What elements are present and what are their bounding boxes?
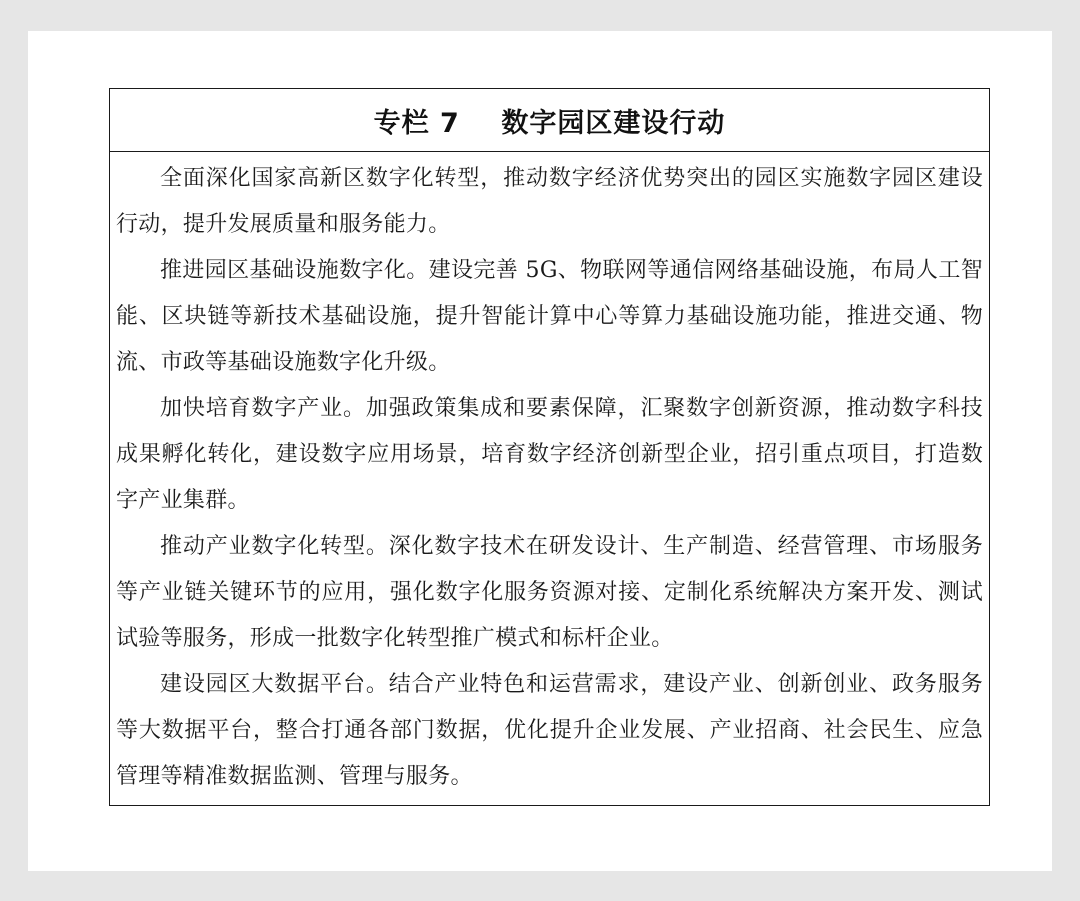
paragraph-infrastructure: 推进园区基础设施数字化。建设完善 5G、物联网等通信网络基础设施，布局人工智能、区块链等新技术基础设施，提升智能计算中心等算力基础设施功能，推进交通、物流、市政等基础设施数字化升级。 bbox=[116, 258, 983, 375]
column-title: 专栏 7 数字园区建设行动 bbox=[110, 89, 989, 152]
paragraph-intro: 全面深化国家高新区数字化转型，推动数字经济优势突出的园区实施数字园区建设行动，提升发展质量和服务能力。 bbox=[116, 166, 983, 237]
paragraph-industry-transformation: 推动产业数字化转型。深化数字技术在研发设计、生产制造、经营管理、市场服务等产业链关键环节的应用，强化数字化服务资源对接、定制化系统解决方案开发、测试试验等服务，形成一批数字化转型推广模式和标杆企业。 bbox=[116, 534, 983, 651]
column-box bbox=[109, 88, 990, 806]
paragraph-digital-industry: 加快培育数字产业。加强政策集成和要素保障，汇聚数字创新资源，推动数字科技成果孵化转化，建设数字应用场景，培育数字经济创新型企业，招引重点项目，打造数字产业集群。 bbox=[116, 396, 983, 513]
column-body bbox=[110, 152, 989, 800]
paragraph-big-data-platform: 建设园区大数据平台。结合产业特色和运营需求，建设产业、创新创业、政务服务等大数据平台，整合打通各部门数据，优化提升企业发展、产业招商、社会民生、应急管理等精准数据监测、管理与服务。 bbox=[116, 672, 983, 789]
page-card bbox=[28, 31, 1052, 871]
